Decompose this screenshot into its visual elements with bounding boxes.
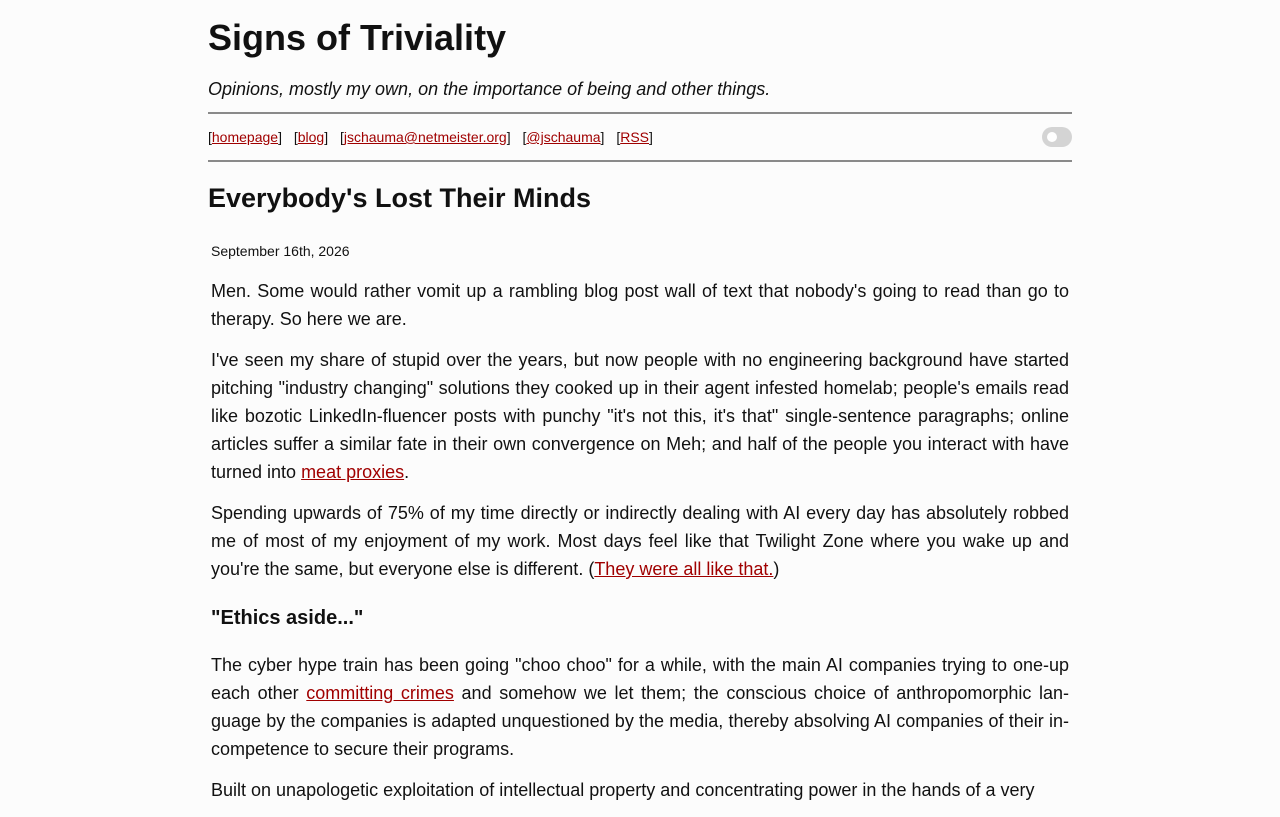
header-divider-top [208,112,1072,114]
link-meat-proxies[interactable]: meat proxies [301,462,405,482]
link-they-were-all-like-that[interactable]: They were all like that. [594,559,774,579]
nav-link-social[interactable]: @jschauma [526,129,601,145]
post-body [211,240,1069,817]
paragraph-5: Built on unapologetic exploitation of intellectual property and concentrating power in the hands of a very [211,780,1035,800]
top-nav [208,128,661,146]
nav-item-social: [@jschauma] [522,129,605,145]
site-title[interactable]: Signs of Triviality [208,17,507,58]
paragraph-2 [211,346,1069,486]
nav-link-rss[interactable]: RSS [620,129,649,145]
toggle-knob [1047,132,1057,142]
paragraph-3-text: Spending upwards of 75% of my time directly or indirectly dealing with AI every day has absolutely robbed me of most of my enjoyment of my work. Most days feel like that Twilight Zone where you wake up and you're the same, but everyone else is different. ( [211,503,1069,579]
theme-toggle[interactable] [1042,127,1072,147]
nav-item-blog: [blog] [293,129,329,145]
paragraph-2-end: . [404,462,410,482]
nav-link-email[interactable]: jschauma@netmeister.org [343,129,507,145]
paragraph-3 [211,499,1069,583]
post-date: September 16th, 2026 [211,243,350,259]
paragraph-4-text: The cyber hype train has been going "choo choo" for a while, with the main AI companies trying to one-up each other [211,655,1069,703]
nav-item-email: [jschauma@netmeister.org] [339,129,511,145]
header-divider-bottom [208,160,1072,162]
link-committing-crimes[interactable]: committing crimes [306,683,454,703]
section-heading-ethics-aside: "Ethics aside..." [211,607,364,629]
paragraph-4 [211,651,1069,763]
nav-item-homepage: [homepage] [208,129,282,145]
page [208,0,1072,800]
paragraph-4-end: and somehow we let them; the conscious choice of anthropomorphic language by the companies is adapted unquestioned by the media, thereby absolving AI companies of their incompetence to secure their programs. [211,683,1070,759]
nav-link-blog[interactable]: blog [297,129,325,145]
nav-link-homepage[interactable]: homepage [211,129,279,145]
paragraph-3-end: ) [773,559,780,579]
post-title: Everybody's Lost Their Minds [208,183,591,213]
paragraph-2-text: I've seen my share of stupid over the years, but now people with no engineering background have started pitching "industry changing" solutions they cooked up in their agent infested homelab; people's emails read like bozotic LinkedIn-fluencer posts with punchy "it's not this, it's that" single-sentence paragraphs; online articles suffer a similar fate in their own convergence on Meh; and half of the people you interact with have turned into [211,350,1069,482]
site-tagline: Opinions, mostly my own, on the importance of being and other things. [208,79,771,99]
paragraph-1: Men. Some would rather vomit up a rambling blog post wall of text that nobody's going to read than go to therapy. So here we are. [211,281,1069,329]
nav-item-rss: [RSS] [616,129,653,145]
